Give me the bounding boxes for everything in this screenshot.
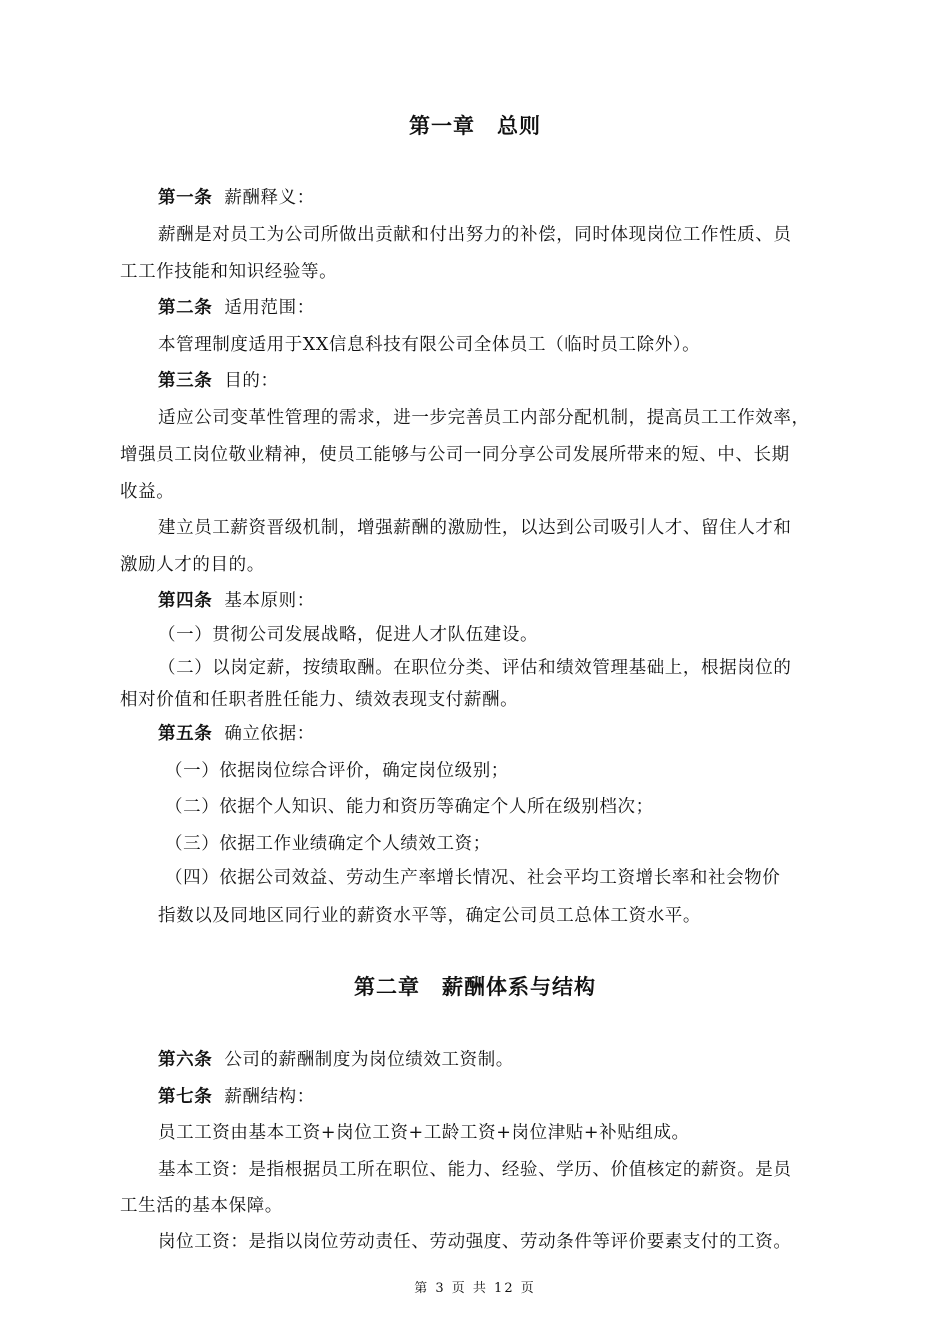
- paragraph-line: 薪酬是对员工为公司所做出贡献和付出努力的补偿，同时体现岗位工作性质、员: [158, 225, 792, 245]
- article-2-title: 适用范围：: [224, 298, 315, 318]
- article-7-title: 薪酬结构：: [224, 1087, 315, 1107]
- paragraph-line: 基本工资：是指根据员工所在职位、能力、经验、学历、价值核定的薪资。是员: [158, 1160, 792, 1180]
- paragraph-line: 岗位工资：是指以岗位劳动责任、劳动强度、劳动条件等评价要素支付的工资。: [158, 1232, 792, 1252]
- list-item: （二）以岗定薪，按绩取酬。在职位分类、评估和绩效管理基础上，根据岗位的: [158, 658, 792, 678]
- list-item-continuation: 指数以及同地区同行业的薪资水平等，确定公司员工总体工资水平。: [158, 906, 701, 926]
- paragraph-line: 建立员工薪资晋级机制，增强薪酬的激励性，以达到公司吸引人才、留住人才和: [158, 518, 792, 538]
- list-item: （四）依据公司效益、劳动生产率增长情况、社会平均工资增长率和社会物价: [165, 868, 781, 888]
- list-item: （三）依据工作业绩确定个人绩效工资；: [165, 834, 491, 854]
- paragraph-line: 激励人才的目的。: [120, 555, 265, 575]
- article-1-heading: [158, 186, 315, 210]
- paragraph-line: 收益。: [120, 482, 175, 502]
- paragraph-line: 工工作技能和知识经验等。: [120, 262, 338, 282]
- chapter-2-title: 第二章 薪酬体系与结构: [354, 975, 596, 999]
- article-4-title: 基本原则：: [224, 591, 315, 611]
- article-7-heading: [158, 1085, 315, 1109]
- article-2-heading: [158, 296, 315, 320]
- paragraph-line: 适应公司变革性管理的需求，进一步完善员工内部分配机制，提高员工工作效率，: [158, 408, 810, 428]
- article-3-heading: [158, 369, 279, 393]
- article-7-label: 第七条: [158, 1087, 213, 1107]
- list-item: （一）依据岗位综合评价，确定岗位级别；: [165, 761, 509, 781]
- article-6-label: 第六条: [158, 1050, 213, 1070]
- article-5-title: 确立依据：: [224, 724, 315, 744]
- article-4-label: 第四条: [158, 591, 213, 611]
- paragraph-line: 增强员工岗位敬业精神，使员工能够与公司一同分享公司发展所带来的短、中、长期: [120, 445, 790, 465]
- paragraph-line: 本管理制度适用于XX信息科技有限公司全体员工（临时员工除外）。: [158, 335, 701, 355]
- article-5-heading: [158, 722, 315, 746]
- list-item: （二）依据个人知识、能力和资历等确定个人所在级别档次；: [165, 797, 654, 817]
- article-3-label: 第三条: [158, 371, 213, 391]
- paragraph-line: 员工工资由基本工资+岗位工资+工龄工资+岗位津贴+补贴组成。: [158, 1123, 690, 1143]
- article-4-heading: [158, 589, 315, 613]
- article-2-label: 第二条: [158, 298, 213, 318]
- article-6-heading: [158, 1048, 514, 1072]
- article-1-label: 第一条: [158, 188, 213, 208]
- article-5-label: 第五条: [158, 724, 213, 744]
- chapter-1-title: 第一章 总则: [409, 114, 541, 138]
- list-item-continuation: 相对价值和任职者胜任能力、绩效表现支付薪酬。: [120, 690, 519, 710]
- list-item: （一）贯彻公司发展战略，促进人才队伍建设。: [158, 625, 539, 645]
- paragraph-line: 工生活的基本保障。: [120, 1196, 283, 1216]
- article-6-text: 公司的薪酬制度为岗位绩效工资制。: [224, 1050, 514, 1070]
- page-number-footer: 第 3 页 共 12 页: [414, 1281, 536, 1296]
- article-1-title: 薪酬释义：: [224, 188, 315, 208]
- article-3-title: 目的：: [224, 371, 279, 391]
